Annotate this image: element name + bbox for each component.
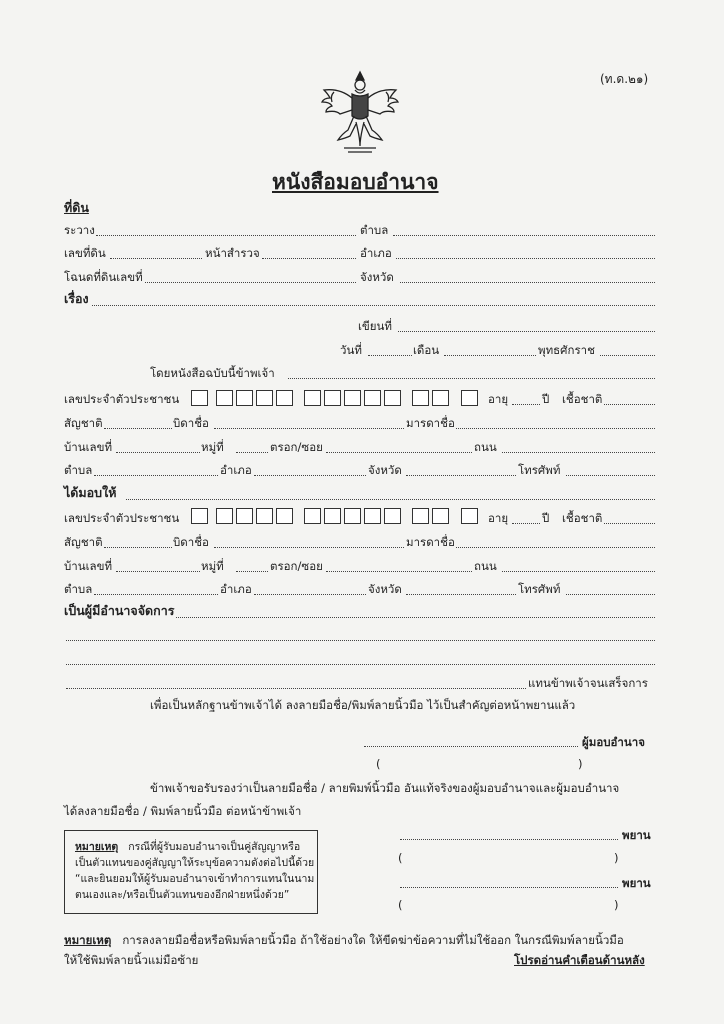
changwat-label: จังหวัด (360, 270, 394, 284)
witness-2-paren-open: ( (398, 898, 403, 912)
id-digit-box[interactable] (216, 508, 233, 524)
rawang-label: ระวาง (64, 223, 95, 237)
id-digit-box[interactable] (461, 508, 478, 524)
id-digit-box[interactable] (384, 390, 401, 406)
house-no-field[interactable] (116, 571, 200, 572)
note-box-line-2: เป็นตัวแทนของคู่สัญญาให้ระบุข้อความดังต่อไปนี้ด้วย (75, 857, 315, 869)
father-field[interactable] (214, 428, 404, 429)
race-field[interactable] (604, 404, 655, 405)
father-label: บิดาชื่อ (173, 416, 209, 430)
evidence-text: เพื่อเป็นหลักฐานข้าพเจ้าได้ ลงลายมือชื่อ/พิมพ์ลายนิ้วมือ ไว้เป็นสำคัญต่อหน้าพยานแล้ว (150, 698, 576, 712)
moo-field[interactable] (236, 571, 268, 572)
month-field[interactable] (444, 355, 536, 356)
amphoe2-field[interactable] (254, 594, 366, 595)
mother-label: มารดาชื่อ (406, 416, 455, 430)
road-label: ถนน (474, 440, 497, 454)
id-digit-box[interactable] (191, 390, 208, 406)
form-code: (ท.ด.๒๑) (600, 72, 649, 86)
witness-2-signature-line[interactable] (400, 887, 618, 888)
id-digit-box[interactable] (344, 390, 361, 406)
changwat-field[interactable] (400, 282, 655, 283)
amphoe2-label: อำเภอ (220, 463, 252, 477)
id-digit-box[interactable] (461, 390, 478, 406)
witness-1-paren-open: ( (398, 851, 403, 865)
amphoe2-field[interactable] (254, 475, 366, 476)
see-back-notice: โปรดอ่านคำเตือนด้านหลัง (514, 953, 645, 967)
father-field[interactable] (214, 547, 404, 548)
rawang-field[interactable] (96, 235, 356, 236)
month-label: เดือน (413, 343, 440, 357)
land-no-field[interactable] (110, 258, 202, 259)
tambon2-field[interactable] (94, 594, 218, 595)
age-label: อายุ (488, 392, 509, 406)
house-no-label: บ้านเลขที่ (64, 559, 113, 573)
survey-page-label: หน้าสำรวจ (205, 246, 260, 260)
soi-label: ตรอก/ซอย (270, 559, 323, 573)
land-section-heading: ที่ดิน (64, 200, 89, 215)
grantor-signature-line[interactable] (364, 746, 578, 747)
id-digit-box[interactable] (216, 390, 233, 406)
id-digit-box[interactable] (304, 508, 321, 524)
note-box-line-3: “และยินยอมให้ผู้รับมอบอำนาจเข้าทำการแทนในนาม (75, 873, 315, 885)
years-label: ปี (542, 392, 550, 406)
note-box (64, 830, 318, 914)
id-digit-box[interactable] (276, 390, 293, 406)
authority-field-line-1[interactable] (176, 617, 655, 618)
race-label: เชื้อชาติ (562, 511, 603, 525)
footer-note-line-2: ให้ใช้พิมพ์ลายนิ้วแม่มือซ้าย (64, 953, 199, 967)
id-digit-box[interactable] (304, 390, 321, 406)
authority-field-line-2[interactable] (66, 640, 655, 641)
tambon-label: ตำบล (360, 223, 389, 237)
phone-label: โทรศัพท์ (518, 582, 561, 596)
phone-label: โทรศัพท์ (518, 463, 561, 477)
deed-no-field[interactable] (145, 282, 356, 283)
nationality-field[interactable] (104, 547, 172, 548)
garuda-emblem-icon (318, 68, 402, 154)
changwat2-label: จังหวัด (368, 463, 402, 477)
land-no-label: เลขที่ดิน (64, 246, 106, 260)
mother-label: มารดาชื่อ (406, 535, 455, 549)
moo-label: หมู่ที่ (201, 559, 224, 573)
authority-field-line-3[interactable] (66, 664, 655, 665)
id-digit-box[interactable] (236, 508, 253, 524)
on-my-behalf-text: แทนข้าพเจ้าจนเสร็จการ (528, 676, 648, 690)
changwat2-field[interactable] (406, 475, 516, 476)
age-field[interactable] (512, 523, 540, 524)
id-digit-box[interactable] (191, 508, 208, 524)
authority-field-line-4[interactable] (66, 688, 526, 689)
grantor-name-field[interactable] (288, 378, 655, 379)
house-no-field[interactable] (116, 452, 200, 453)
tambon2-label: ตำบล (64, 463, 93, 477)
amphoe2-label: อำเภอ (220, 582, 252, 596)
by-this-letter-label: โดยหนังสือฉบับนี้ข้าพเจ้า (150, 366, 275, 380)
id-digit-box[interactable] (256, 390, 273, 406)
footer-note-heading: หมายเหตุ (64, 933, 112, 947)
road-label: ถนน (474, 559, 497, 573)
id-digit-box[interactable] (364, 390, 381, 406)
note-box-line-4: ตนเองและ/หรือเป็นตัวแทนของอีกฝ่ายหนึ่งด้วย” (75, 889, 290, 901)
id-digit-box[interactable] (412, 390, 429, 406)
road-field[interactable] (502, 571, 655, 572)
id-digit-box[interactable] (344, 508, 361, 524)
mother-field[interactable] (456, 547, 655, 548)
written-at-label: เขียนที่ (358, 319, 392, 333)
id-digit-box[interactable] (324, 508, 341, 524)
id-digit-box[interactable] (276, 508, 293, 524)
grantee-id-label: เลขประจำตัวประชาชน (64, 511, 180, 525)
nationality-label: สัญชาติ (64, 416, 103, 430)
note-box-heading: หมายเหตุ (75, 841, 119, 853)
witness-1-label: พยาน (622, 828, 651, 842)
father-label: บิดาชื่อ (173, 535, 209, 549)
phone-field[interactable] (566, 475, 655, 476)
witness-2-label: พยาน (622, 876, 651, 890)
footer-note-line-1 (64, 933, 624, 947)
changwat2-label: จังหวัด (368, 582, 402, 596)
survey-page-field[interactable] (262, 258, 356, 259)
id-digit-box[interactable] (412, 508, 429, 524)
mother-field[interactable] (456, 428, 655, 429)
race-label: เชื้อชาติ (562, 392, 603, 406)
moo-label: หมู่ที่ (201, 440, 224, 454)
year-field[interactable] (600, 355, 655, 356)
grantor-paren-close: ) (578, 757, 583, 771)
subject-field[interactable] (92, 305, 655, 306)
witness-1-signature-line[interactable] (400, 839, 618, 840)
certify-line-2: ได้ลงลายมือชื่อ / พิมพ์ลายนิ้วมือ ต่อหน้าข้าพเจ้า (64, 804, 302, 818)
nationality-label: สัญชาติ (64, 535, 103, 549)
day-label: วันที่ (340, 343, 362, 357)
id-digit-box[interactable] (236, 390, 253, 406)
grantor-paren-open: ( (376, 757, 381, 771)
years-label: ปี (542, 511, 550, 525)
house-no-label: บ้านเลขที่ (64, 440, 113, 454)
age-label: อายุ (488, 511, 509, 525)
written-at-field[interactable] (398, 331, 655, 332)
year-label: พุทธศักราช (538, 343, 595, 357)
race-field[interactable] (604, 523, 655, 524)
page-title: หนังสือมอบอำนาจ (272, 170, 439, 194)
footer-note-text-1: การลงลายมือชื่อหรือพิมพ์ลายนิ้วมือ ถ้าใช้อย่างใด ให้ขีดฆ่าข้อความที่ไม่ใช้ออก ในกรณีพิมพ์ลายนิ้วมือ (122, 933, 624, 947)
road-field[interactable] (502, 452, 655, 453)
agent-authority-label: เป็นผู้มีอำนาจจัดการ (64, 603, 175, 618)
amphoe-label: อำเภอ (360, 246, 392, 260)
deed-no-label: โฉนดที่ดินเลขที่ (64, 270, 143, 284)
soi-label: ตรอก/ซอย (270, 440, 323, 454)
grantor-label: ผู้มอบอำนาจ (582, 735, 645, 749)
id-digit-box[interactable] (324, 390, 341, 406)
tambon2-label: ตำบล (64, 582, 93, 596)
phone-field[interactable] (566, 594, 655, 595)
age-field[interactable] (512, 404, 540, 405)
soi-field[interactable] (326, 571, 472, 572)
note-box-text-1: กรณีที่ผู้รับมอบอำนาจเป็นคู่สัญญาหรือ (128, 841, 301, 853)
amphoe-field[interactable] (396, 258, 655, 259)
note-box-line-1 (75, 839, 300, 855)
id-digit-box[interactable] (432, 508, 449, 524)
grantee-name-field[interactable] (126, 499, 655, 500)
changwat2-field[interactable] (406, 594, 516, 595)
id-digit-box[interactable] (364, 508, 381, 524)
witness-2-paren-close: ) (614, 898, 619, 912)
certify-line-1: ข้าพเจ้าขอรับรองว่าเป็นลายมือชื่อ / ลายพิมพ์นิ้วมือ อันแท้จริงของผู้มอบอำนาจและผู้มอบอำนาจ (150, 781, 620, 795)
day-field[interactable] (368, 355, 412, 356)
witness-1-paren-close: ) (614, 851, 619, 865)
grantor-id-label: เลขประจำตัวประชาชน (64, 392, 180, 406)
moo-field[interactable] (236, 452, 268, 453)
tambon2-field[interactable] (94, 475, 218, 476)
id-digit-box[interactable] (432, 390, 449, 406)
subject-label: เรื่อง (64, 291, 89, 306)
tambon-field[interactable] (393, 235, 655, 236)
soi-field[interactable] (326, 452, 472, 453)
nationality-field[interactable] (104, 428, 172, 429)
id-digit-box[interactable] (384, 508, 401, 524)
id-digit-box[interactable] (256, 508, 273, 524)
granted-to-label: ได้มอบให้ (64, 485, 117, 500)
